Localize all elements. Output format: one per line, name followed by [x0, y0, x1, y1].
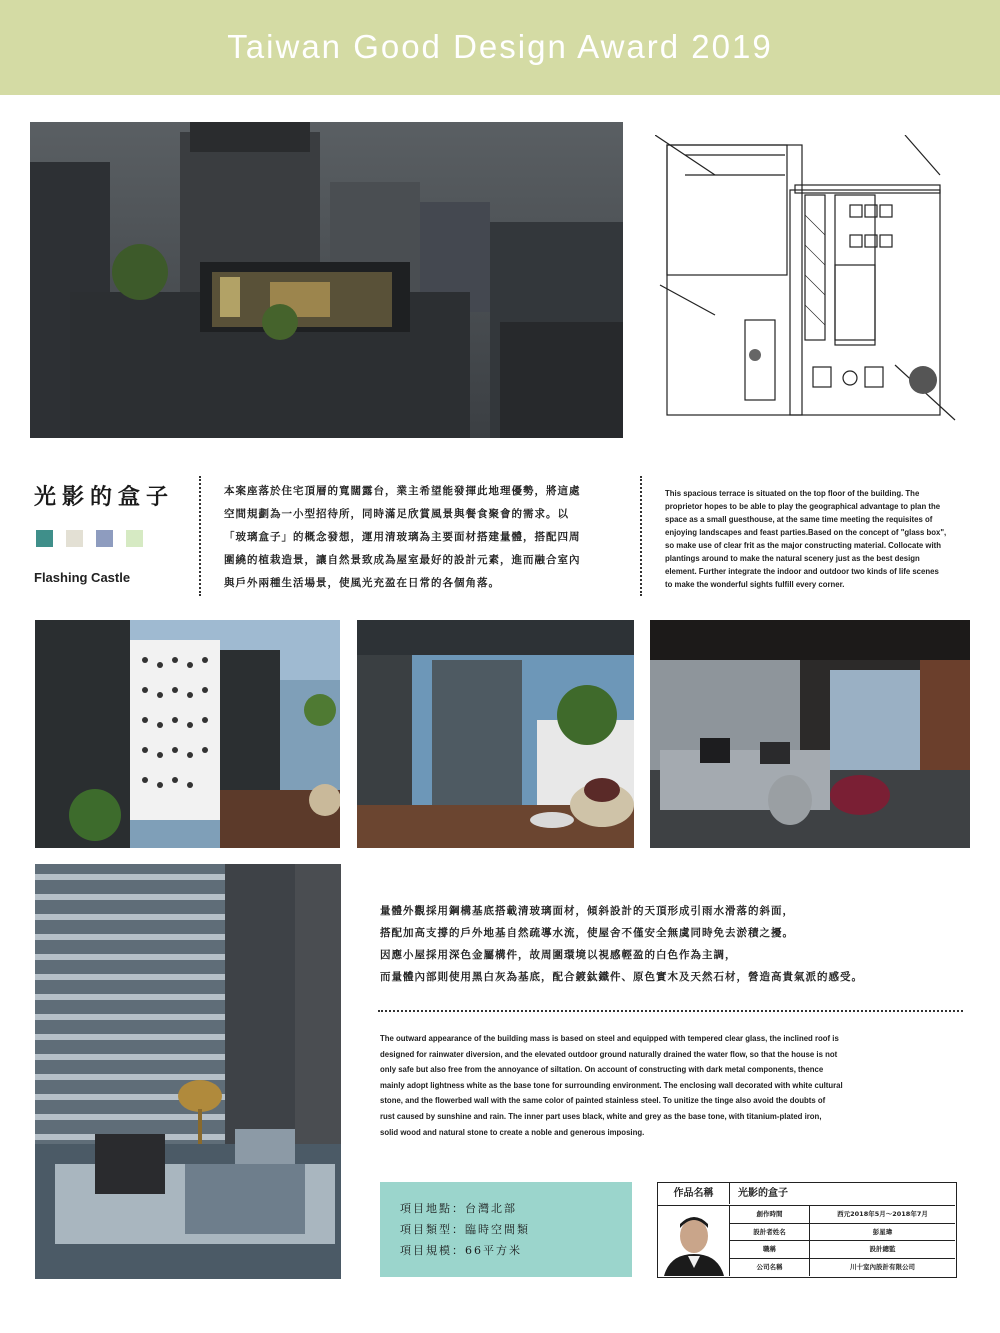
work-name-value: 光影的盒子 [738, 1188, 788, 1199]
award-title: Taiwan Good Design Award 2019 [227, 28, 773, 65]
designer-card [657, 1182, 957, 1278]
text-line: 空間規劃為一小型招待所，同時滿足欣賞風景與餐食聚會的需求。以 [224, 508, 569, 520]
text-line: 而量體內部則使用黑白灰為基底，配合鍍鈦鐵件、原色實木及天然石材，營造高貴氣派的感受。 [380, 971, 863, 983]
intro-text-zh [224, 480, 624, 595]
text-line: This spacious terrace is situated on the top floor of the building. The [665, 489, 920, 498]
text-line: enjoying landscapes and feast parties.Based on the concept of "glass box", [665, 528, 947, 537]
project-title-zh: 光影的盒子 [34, 484, 175, 510]
row-value: 設計總監 [869, 1245, 896, 1253]
row-value: 川十室內設計有限公司 [850, 1262, 915, 1271]
text-line: plantings around to make the natural scenery just as the best design [665, 554, 920, 563]
card-row-designer [730, 1224, 955, 1242]
row-value: 西元2018年5月～2018年7月 [837, 1210, 928, 1218]
text-line: so make use of clear frit as the major constructing material. Collocate with [665, 541, 942, 550]
divider-dotted [378, 1010, 963, 1012]
divider-dotted [640, 476, 642, 596]
color-swatch [96, 530, 113, 547]
info-line-location: 項目地點：台灣北部 [400, 1202, 517, 1215]
row-key: 職稱 [730, 1241, 810, 1258]
hero-photo-rooftop [30, 122, 623, 438]
detail-text-en [380, 1031, 960, 1140]
card-row-company [730, 1259, 955, 1277]
card-row-title [730, 1241, 955, 1259]
text-line: designed for rainwater diversion, and the elevated outdoor ground naturally drained the water flow, so that the house is not [380, 1049, 838, 1059]
project-info-lines [400, 1198, 530, 1261]
intro-text-en [665, 487, 965, 591]
project-info-box [380, 1182, 632, 1277]
text-line: solid wood and natural stone to create a noble and generous imposing. [380, 1127, 645, 1137]
photo-blinds-lounge [35, 864, 341, 1279]
card-header [658, 1183, 955, 1206]
project-title-en: Flashing Castle [34, 570, 131, 585]
divider-dotted [199, 476, 201, 596]
card-details [730, 1206, 955, 1276]
color-swatch [126, 530, 143, 547]
text-line: 「玻璃盒子」的概念發想，運用清玻璃為主要面材搭建量體，搭配四周 [224, 531, 581, 543]
text-line: 量體外觀採用鋼構基底搭載清玻璃面材，傾斜設計的天頂形成引雨水滑落的斜面， [380, 905, 794, 917]
text-line: space as a small guesthouse, at the same time meeting the requisites of [665, 515, 933, 524]
work-name-label: 作品名稱 [658, 1183, 730, 1204]
row-key: 公司名稱 [730, 1259, 810, 1276]
header-banner [0, 0, 1000, 95]
row-key: 創作時間 [730, 1206, 810, 1223]
photo-living-room [650, 620, 970, 848]
text-line: to make the wonderful sights fulfill every corner. [665, 580, 845, 589]
detail-text-zh [380, 900, 960, 988]
text-line: 因應小屋採用深色金屬構件，故周圍環境以視感輕盈的白色作為主調， [380, 949, 737, 961]
color-palette [36, 530, 143, 547]
photo-perforated-wall [35, 620, 340, 848]
photo-glass-terrace [357, 620, 634, 848]
text-line: The outward appearance of the building mass is based on steel and equipped with tempered clear glass, the inclined roof is [380, 1034, 839, 1043]
text-line: 與戶外兩種生活場景，使風光充盈在日常的各個角落。 [224, 577, 500, 589]
color-swatch [36, 530, 53, 547]
designer-portrait [658, 1206, 730, 1276]
info-line-type: 項目類型：臨時空間類 [400, 1223, 530, 1236]
info-line-scale: 項目規模：66平方米 [400, 1244, 522, 1257]
text-line: 搭配加高支撐的戶外地基自然疏導水流，使屋舍不僅安全無虞同時免去淤積之擾。 [380, 927, 794, 939]
color-swatch [66, 530, 83, 547]
text-line: only safe but also free from the annoyance of siltation. On account of constructing with dark metal components, thence [380, 1065, 824, 1075]
text-line: proprietor hopes to be able to play the geographical advantage to plan the [665, 502, 941, 511]
text-line: element. Further integrate the indoor and outdoor two kinds of life scenes [665, 567, 939, 576]
floor-plan-drawing [655, 135, 962, 422]
text-line: mainly adopt lightness white as the base tone for surrounding environment. The enclosing wall decorated with white cultural [380, 1080, 843, 1090]
text-line: stone, and the flowerbed wall with the same color of painted stainless steel. To unitize the tinge also avoid the doubts of [380, 1096, 826, 1106]
row-value: 彭星瑋 [872, 1227, 893, 1236]
text-line: 圍繞的植栽造景，讓自然景致成為屋室最好的設計元素，進而融合室內 [224, 554, 581, 566]
row-key: 設計者姓名 [730, 1224, 810, 1241]
text-line: rust caused by sunshine and rain. The inner part uses black, white and grey as the base tone, with titanium-plated iron, [380, 1111, 822, 1121]
text-line: 本案座落於住宅頂層的寬闊露台，業主希望能發揮此地理優勢，將這處 [224, 485, 581, 497]
card-row-date [730, 1206, 955, 1224]
